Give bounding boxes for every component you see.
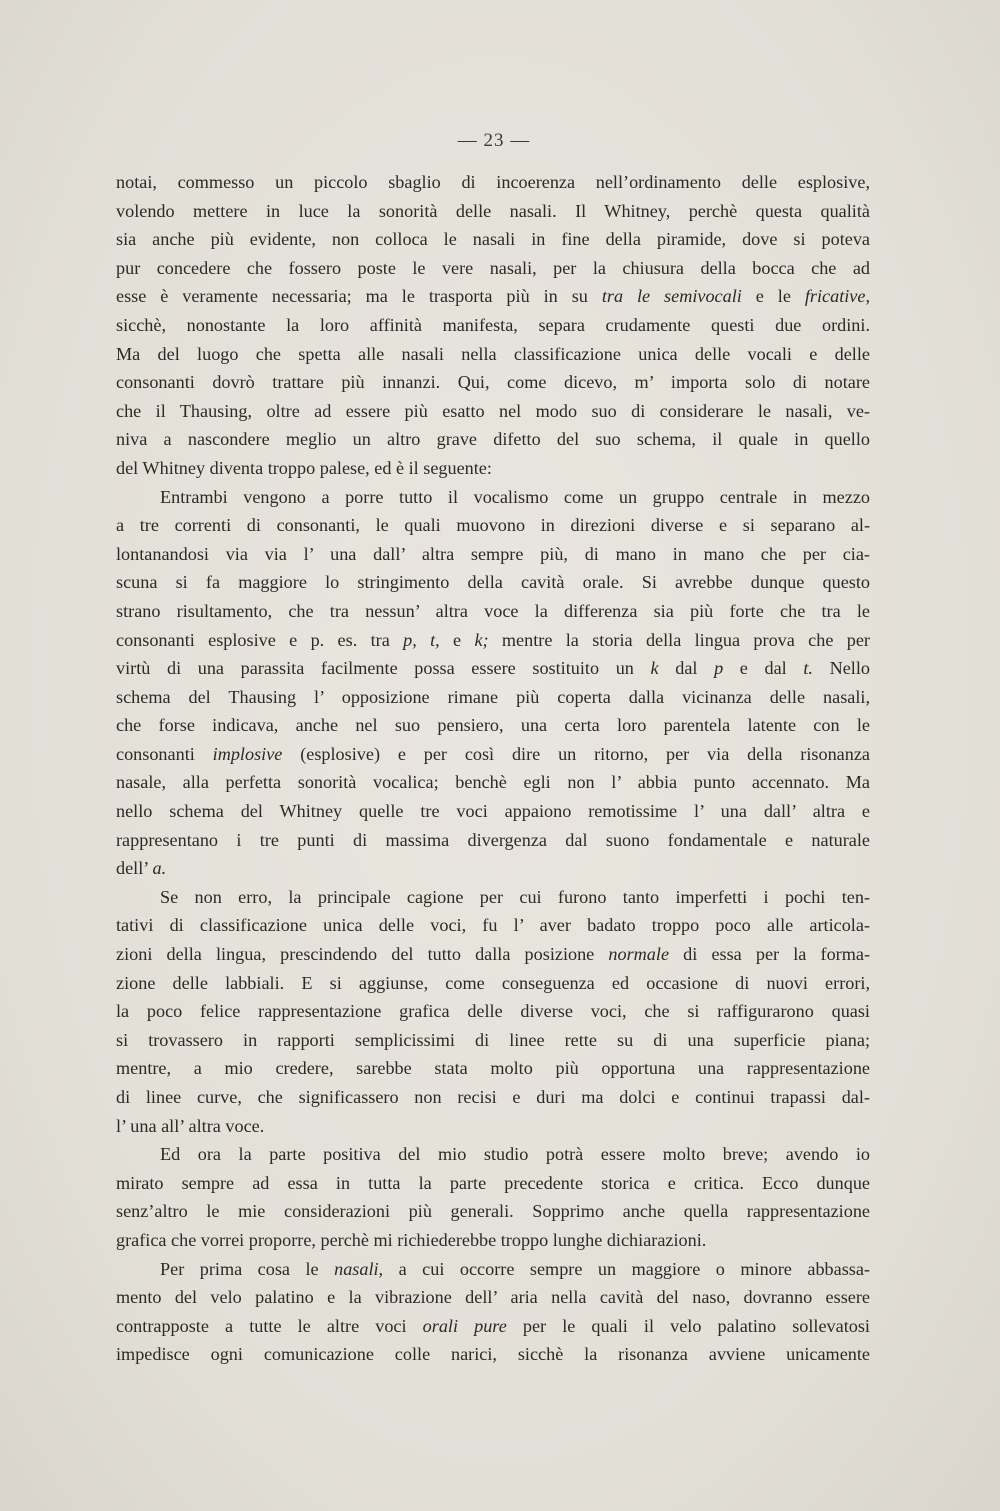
text-line: [116, 282, 870, 311]
text-line: [116, 168, 870, 197]
text-segment: Per prima cosa le: [160, 1258, 335, 1279]
text-segment: Ed ora la parte positiva del mio studio potrà essere molto breve; avendo io: [160, 1144, 870, 1165]
text-line: [116, 1283, 870, 1312]
text-segment: consonanti: [116, 743, 213, 764]
text-segment: mentre la storia della lingua prova che per: [488, 629, 870, 650]
text-segment: si trovassero in rapporti semplicissimi di linee rette su di una superficie piana;: [116, 1029, 870, 1050]
text-segment: dell’: [116, 858, 153, 879]
text-segment: senz’altro le mie considerazioni più generali. Sopprimo anche quella rappresentazione: [116, 1201, 870, 1222]
text-line: [116, 1169, 870, 1198]
text-line: [116, 1197, 870, 1226]
text-line: [116, 854, 870, 883]
italic-text: k: [650, 658, 659, 679]
italic-text: a.: [152, 858, 167, 879]
text-segment: impedisce ogni comunicazione colle narici, sicchè la risonanza avviene unicamente: [116, 1344, 870, 1365]
text-line: [116, 969, 870, 998]
text-segment: mento del velo palatino e la vibrazione dell’ aria nella cavità del naso, dovranno essere: [116, 1287, 870, 1308]
text-segment: tativi di classificazione unica delle voci, fu l’ aver badato troppo poco alle articola-: [116, 915, 870, 936]
text-line: [116, 597, 870, 626]
text-line: [116, 540, 870, 569]
text-line: [116, 254, 870, 283]
italic-text: p, t,: [403, 629, 440, 650]
text-line: [116, 1226, 870, 1255]
text-line: [116, 225, 870, 254]
text-segment: volendo mettere in luce la sonorità delle nasali. Il Whitney, perchè questa qualità: [116, 200, 870, 221]
text-line: [116, 397, 870, 426]
text-segment: (esplosive) e per così dire un ritorno, per via della risonanza: [282, 743, 870, 764]
text-segment: sicchè, nonostante la loro affinità manifesta, separa crudamente questi due ordini.: [116, 314, 870, 335]
text-segment: e le: [741, 286, 805, 307]
text-segment: consonanti dovrò trattare più innanzi. Qui, come dicevo, m’ importa solo di notare: [116, 372, 870, 393]
text-segment: schema del Thausing l’ opposizione rimane più coperta dalla vicinanza delle nasali,: [116, 686, 870, 707]
text-line: [116, 1026, 870, 1055]
text-segment: nasale, alla perfetta sonorità vocalica; benchè egli non l’ abbia punto accennato. Ma: [116, 772, 870, 793]
italic-text: nasali,: [334, 1258, 384, 1279]
text-line: [116, 425, 870, 454]
text-segment: che forse indicava, anche nel suo pensiero, una certa loro parentela latente con le: [116, 715, 870, 736]
text-line: [116, 511, 870, 540]
page-number-text: — 23 —: [457, 130, 531, 151]
text-segment: scuna si fa maggiore lo stringimento della cavità orale. Si avrebbe dunque questo: [116, 572, 870, 593]
text-line: [116, 368, 870, 397]
text-segment: consonanti esplosive e p. es. tra: [116, 629, 404, 650]
text-line: [116, 883, 870, 912]
text-segment: Ma del luogo che spetta alle nasali nella classificazione unica delle vocali e delle: [116, 343, 870, 364]
text-line: [116, 711, 870, 740]
text-segment: del Whitney diventa troppo palese, ed è il seguente:: [116, 457, 492, 478]
text-segment: l’ una all’ altra voce.: [116, 1115, 265, 1136]
text-segment: nello schema del Whitney quelle tre voci appaiono remotissime l’ una dall’ altra e: [116, 801, 870, 822]
text-line: [116, 340, 870, 369]
text-line: [116, 740, 870, 769]
text-segment: grafica che vorrei proporre, perchè mi richiederebbe troppo lunghe dichiarazioni.: [116, 1229, 707, 1250]
italic-text: t.: [803, 658, 813, 679]
text-segment: esse è veramente necessaria; ma le trasporta più in su: [116, 286, 602, 307]
text-segment: Entrambi vengono a porre tutto il vocalismo come un gruppo centrale in mezzo: [160, 486, 870, 507]
text-segment: mirato sempre ad essa in tutta la parte precedente storica e critica. Ecco dunque: [116, 1172, 870, 1193]
text-segment: Se non erro, la principale cagione per cui furono tanto imperfetti i pochi ten-: [160, 886, 870, 907]
text-segment: pur concedere che fossero poste le vere nasali, per la chiusura della bocca che ad: [116, 257, 870, 278]
text-line: [116, 1312, 870, 1341]
text-segment: contrapposte a tutte le altre voci: [116, 1315, 423, 1336]
text-line: [116, 1255, 870, 1284]
text-line: [116, 1083, 870, 1112]
text-segment: sia anche più evidente, non colloca le nasali in fine della piramide, dove si poteva: [116, 229, 870, 250]
text-line: [116, 683, 870, 712]
text-line: [116, 1340, 870, 1369]
text-line: [116, 940, 870, 969]
body-text: [116, 168, 870, 1369]
text-segment: e dal: [723, 658, 804, 679]
italic-text: fricative,: [804, 286, 870, 307]
text-segment: notai, commesso un piccolo sbaglio di incoerenza nell’ordinamento delle esplosive,: [116, 172, 870, 192]
text-line: [116, 454, 870, 483]
text-segment: zioni della lingua, prescindendo del tutto dalla posizione: [116, 944, 609, 965]
text-line: [116, 654, 870, 683]
text-line: [116, 311, 870, 340]
text-segment: e: [439, 629, 475, 650]
text-segment: virtù di una parassita facilmente possa essere sostituito un: [116, 658, 651, 679]
text-segment: niva a nascondere meglio un altro grave difetto del suo schema, il quale in quello: [116, 429, 870, 450]
text-segment: a cui occorre sempre un maggiore o minore abbassa-: [383, 1258, 870, 1279]
text-segment: che il Thausing, oltre ad essere più esatto nel modo suo di considerare le nasali, ve-: [116, 400, 870, 421]
text-segment: a tre correnti di consonanti, le quali muovono in direzioni diverse e si separano al-: [116, 515, 870, 536]
text-line: [116, 1112, 870, 1141]
text-line: [116, 997, 870, 1026]
text-segment: mentre, a mio credere, sarebbe stata molto più opportuna una rappresentazione: [116, 1058, 870, 1079]
text-line: [116, 568, 870, 597]
text-segment: rappresentano i tre punti di massima divergenza dal suono fondamentale e naturale: [116, 829, 870, 850]
text-line: [116, 911, 870, 940]
text-segment: di essa per la forma-: [669, 944, 870, 965]
italic-text: tra le semivocali: [601, 286, 742, 307]
text-segment: Nello: [812, 658, 870, 679]
text-line: [116, 797, 870, 826]
text-segment: zione delle labbiali. E si aggiunse, come conseguenza ed occasione di nuovi errori,: [116, 972, 870, 993]
italic-text: orali pure: [422, 1315, 507, 1336]
italic-text: normale: [608, 944, 670, 965]
text-segment: dal: [658, 658, 715, 679]
text-segment: per le quali il velo palatino sollevatosi: [506, 1315, 870, 1336]
page-number: [0, 130, 1000, 152]
italic-text: k;: [474, 629, 489, 650]
italic-text: p: [714, 658, 724, 679]
text-segment: di linee curve, che significassero non recisi e duri ma dolci e continui trapassi dal-: [116, 1087, 870, 1107]
text-segment: lontanandosi via via l’ una dall’ altra sempre più, di mano in mano che per cia-: [116, 543, 870, 564]
italic-text: implosive: [212, 743, 283, 764]
text-line: [116, 768, 870, 797]
text-line: [116, 826, 870, 855]
text-segment: la poco felice rappresentazione grafica delle diverse voci, che si raffigurarono quasi: [116, 1001, 870, 1022]
text-line: [116, 197, 870, 226]
text-line: [116, 1054, 870, 1083]
text-line: [116, 1140, 870, 1169]
text-line: [116, 626, 870, 655]
text-segment: strano risultamento, che tra nessun’ altra voce la differenza sia più forte che tra le: [116, 600, 870, 621]
text-line: [116, 483, 870, 512]
